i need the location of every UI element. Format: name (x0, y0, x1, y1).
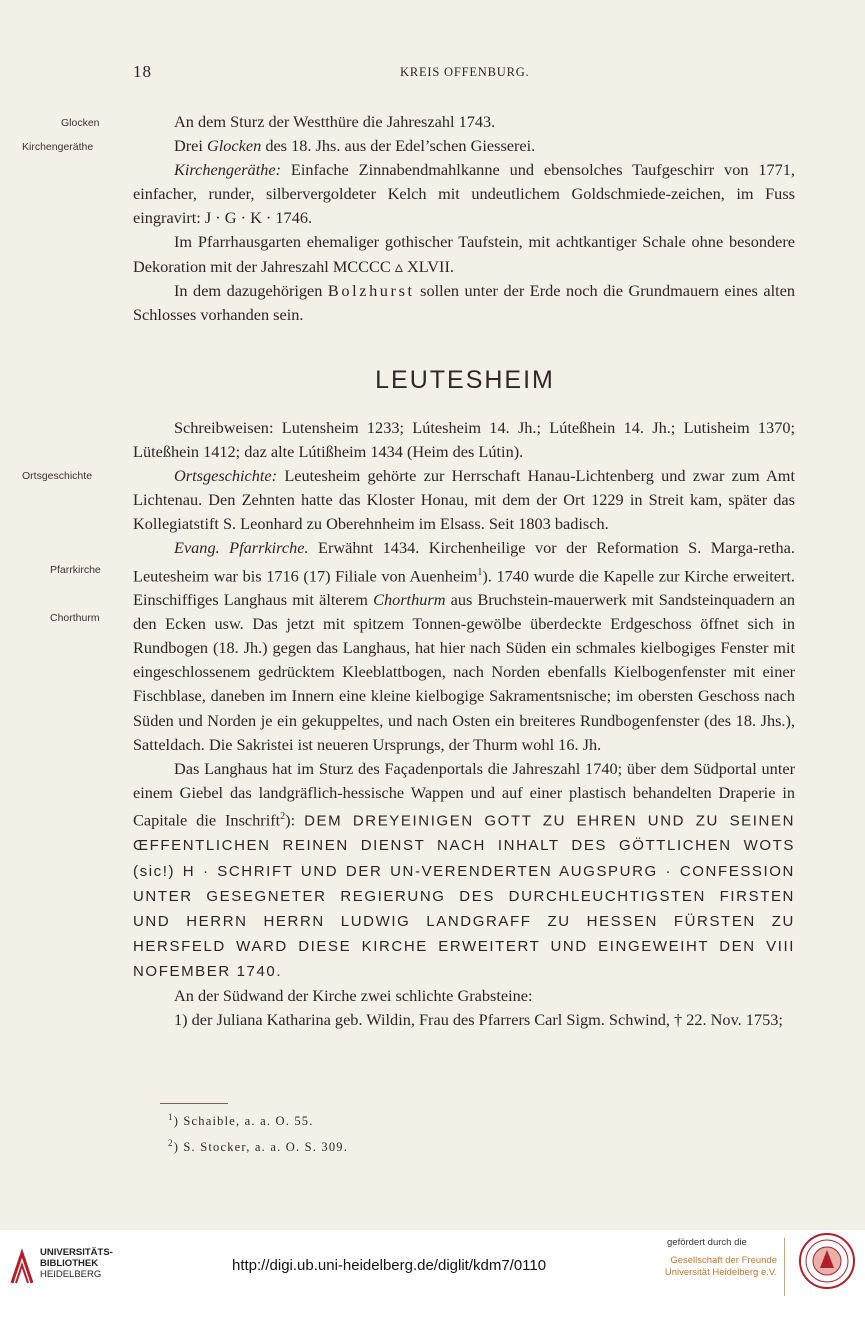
margin-note-pfarrkirche: Pfarrkirche (50, 564, 101, 576)
paragraph-langhaus (133, 757, 795, 984)
library-line-1: UNIVERSITÄTS- (40, 1247, 113, 1258)
footnote-2-mark: 2 (168, 1138, 174, 1149)
permalink-url[interactable]: http://digi.ub.uni-heidelberg.de/diglit/kdm7/0110 (232, 1257, 547, 1274)
paragraph-grabstein-1 (133, 1008, 795, 1032)
term-ortsgeschichte: Ortsgeschichte: (174, 466, 278, 486)
paragraph-ortsgeschichte (133, 464, 795, 536)
footnotes (168, 1106, 348, 1158)
footnote-1 (168, 1106, 348, 1132)
paragraph-grabsteine (133, 984, 795, 1008)
paragraph-kirchengeraethe (133, 158, 795, 230)
funder-line-1: Gesellschaft der Freunde (670, 1255, 777, 1266)
term-kirchengeraethe: Kirchengeräthe: (174, 160, 282, 180)
paragraph-westthuere (133, 110, 795, 134)
section-title: LEUTESHEIM (375, 366, 555, 394)
footnote-rule (160, 1103, 228, 1104)
term-bolzhurst: Bolzhurst (327, 280, 415, 300)
top-section (133, 110, 795, 327)
paragraph-pfarrkirche (133, 536, 795, 756)
paragraph-taufstein (133, 230, 795, 278)
text-grabstein-1: 1) der Juliana Katharina geb. Wildin, Frau des Pfarrers Carl Sigm. Schwind, † 22. Nov. 1753; (174, 1010, 783, 1030)
leutesheim-section (133, 416, 795, 1032)
margin-note-glocken: Glocken (61, 117, 100, 129)
paragraph-glocken (133, 134, 795, 158)
text-bolzhurst-b: sollen unter der Erde noch die Grundmauern eines alten Schlosses vorhanden sein. (133, 280, 796, 324)
university-seal-icon (798, 1232, 856, 1290)
text-glocken-a: Drei (174, 136, 207, 156)
footnote-1-text: ) Schaible, a. a. O. 55. (173, 1114, 314, 1129)
footnote-1-mark: 1 (168, 1112, 174, 1122)
term-glocken: Glocken (207, 136, 262, 156)
library-line-2: BIBLIOTHEK (40, 1258, 99, 1269)
paragraph-bolzhurst (133, 279, 795, 327)
library-logo-icon (10, 1245, 34, 1285)
funder-line-2: Universität Heidelberg e.V. (664, 1267, 777, 1278)
text-pfarrkirche-b: ). 1740 wurde die Kapelle zur Kirche erweitert. Einschiffiges Langhaus mit älterem (133, 565, 795, 610)
page-number: 18 (133, 62, 152, 81)
footer-bar (0, 1230, 865, 1329)
text-glocken-b: des 18. Jhs. aus der Edel’schen Giesserei. (261, 136, 536, 156)
funder-divider (784, 1238, 785, 1296)
margin-note-chorthurm: Chorthurm (50, 612, 100, 624)
margin-note-ortsgeschichte: Ortsgeschichte (22, 470, 93, 482)
library-line-3: HEIDELBERG (40, 1269, 102, 1280)
footnote-2 (168, 1132, 348, 1158)
text-taufstein: Im Pfarrhausgarten ehemaliger gothischer Taufstein, mit achtkantiger Schale ohne besondere Dekoration mit der Jahreszahl MCCCC ▵ XLVII. (133, 232, 795, 276)
text-langhaus-colon: ): (285, 810, 305, 830)
funder-name (665, 1255, 777, 1279)
text-kirchengeraethe: Einfache Zinnabendmahlkanne und ebensolches Taufgeschirr von 1771, einfacher, runder, silbervergoldeter Kelch mit undeutlichem Goldschmiede-zeichen, im Fuss eingravirt: J · G · K · 1746. (133, 160, 795, 228)
library-name (40, 1247, 113, 1280)
text-pfarrkirche-a: Erwähnt 1434. Kirchenheilige vor der Reformation S. Marga-retha. Leutesheim war bis 1716 (17) Filiale von Auenheim (133, 538, 795, 585)
text-ortsgeschichte: Leutesheim gehörte zur Herrschaft Hanau-Lichtenberg und zwar zum Amt Lichtenau. Den Zehnten hatte das Kloster Honau, mit dem der Ort 1229 in Streit kam, später das Kollegiatstift S. Leonhard zu Oberehnheim im Elsass. Seit 1803 badisch. (133, 466, 795, 534)
footnote-2-text: ) S. Stocker, a. a. O. S. 309. (173, 1140, 349, 1155)
paragraph-schreibweisen (133, 416, 795, 464)
text-langhaus: Das Langhaus hat im Sturz des Façadenportals die Jahreszahl 1740; über dem Südportal unter einem Giebel das landgräflich-hessische Wappen und auf einer plastisch behandelten Draperie in Capitale die Inschrift (133, 758, 795, 830)
text-bolzhurst-a: In dem dazugehörigen (174, 280, 328, 300)
footnote-ref-2[interactable]: 2 (280, 810, 286, 822)
inscription-text: DEM DREYEINIGEN GOTT ZU EHREN UND ZU SEINEN ŒFFENTLICHEN REINEN DIENST NACH INHALT DES GÖTTLICHEN WOTS (sic!) H · SCHRIFT UND DER UN-VERENDERTEN AUGSPURG · CONFESSION UNTER GESEGNETER REGIERUNG DES DURCHLEUCHTIGSTEN FIRSTEN UND HERRN HERRN LUDWIG LANDGRAFF ZU HESSEN FÜRSTEN ZU HERSFELD WARD DIESE KIRCHE ERWEITERT UND EINGEWEIHT DEN VIII NOFEMBER 1740. (133, 812, 796, 980)
term-pfarrkirche: Evang. Pfarrkirche. (174, 538, 309, 558)
margin-note-kirchengeraethe: Kirchengeräthe (22, 141, 94, 153)
funder-label: gefördert durch die (667, 1237, 747, 1248)
page-header (0, 62, 865, 84)
term-chorthurm: Chorthurm (373, 590, 446, 610)
text-westthuere: An dem Sturz der Westthüre die Jahreszahl 1743. (174, 112, 496, 131)
text-pfarrkirche-c: aus Bruchstein-mauerwerk mit Sandsteinquadern an den Ecken usw. Das jetzt mit spitzem Tonnen-gewölbe überdeckte Erdgeschoss öffnet sich in Rundbogen (18. Jh.) gegen das Langhaus, hat hier nach Süden ein schmales kielbogiges Fenster mit eingeschlossenem gedrücktem Kleeblattbogen, nach Norden ebenfalls Kielbogenfenster mit einer Fischblase, daneben im Innern eine kleine kielbogige Sakramentsnische; im obersten Geschoss nach Süden und Norden je ein gekuppeltes, und nach Osten ein breiteres Rundbogenfenster (des 18. Jhs.), Satteldach. Die Sakristei ist neueren Ursprungs, der Thurm wohl 16. Jh. (133, 590, 795, 754)
footnote-ref-1[interactable]: 1 (477, 566, 483, 578)
running-head: KREIS OFFENBURG. (400, 65, 530, 79)
text-schreibweisen: Schreibweisen: Lutensheim 1233; Lútesheim 14. Jh.; Lúteßhein 14. Jh.; Lutisheim 1370; Lüteßhein 1412; daz alte Lútißheim 1434 (Heim des Lútin). (133, 418, 795, 462)
text-grabsteine: An der Südwand der Kirche zwei schlichte Grabsteine: (174, 986, 533, 1005)
